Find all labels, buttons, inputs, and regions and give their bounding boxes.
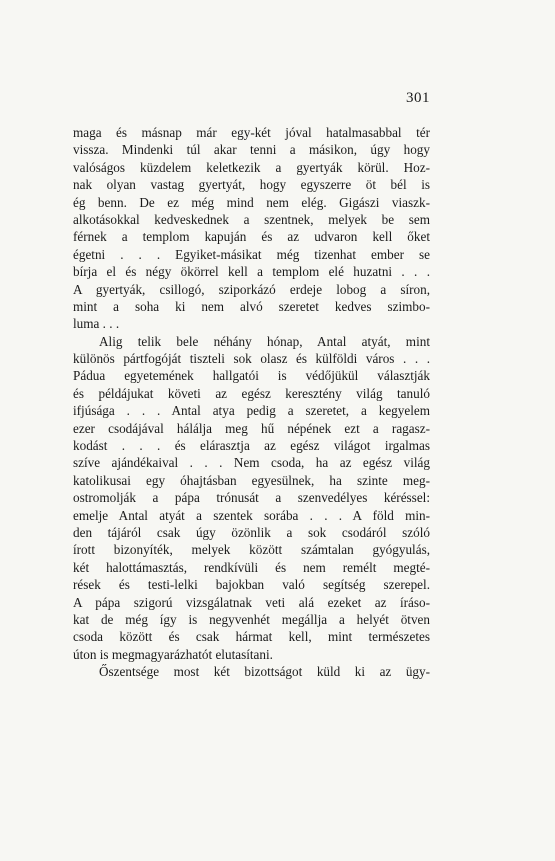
text-line: katolikusai egy óhajtásban egyesülnek, ha szinte meg- xyxy=(73,472,430,488)
text-line: csoda között és csak hármat kell, mint természetes xyxy=(73,629,430,645)
text-line: emelje Antal atyát a szentek sorába . . . A föld min- xyxy=(73,507,430,523)
text-line: Pádua egyetemének hallgatói is védőjükül választják xyxy=(73,368,430,384)
text-line: Alig telik bele néhány hónap, Antal atyát, mint xyxy=(99,333,430,349)
text-line: két halottámasztás, rendkívüli és nem remélt megté- xyxy=(73,559,430,575)
text-line: mint a soha ki nem alvó szeretet kedves szimbo- xyxy=(73,298,430,314)
text-line: maga és másnap már egy-két jóval hatalmasabbal tér xyxy=(73,125,430,140)
body-text xyxy=(73,124,430,681)
text-line: úton is megmagyarázhatót elutasítani. xyxy=(73,646,273,662)
text-line: kat de még így is negyvenhét megállja a helyét ötven xyxy=(73,611,430,627)
text-line: szíve ajándékaival . . . Nem csoda, ha az egész világ xyxy=(73,455,430,471)
paragraph xyxy=(73,663,430,680)
text-line: A gyertyák, csillogó, sziporkázó erdeje lobog a síron, xyxy=(73,281,430,297)
text-line: kodást . . . és elárasztja az egész világot irgalmas xyxy=(73,438,430,454)
text-line: és példájukat követi az egész keresztény világ tanuló xyxy=(73,385,430,401)
text-line: luma . . . xyxy=(73,316,120,332)
text-line: nak olyan vastag gyertyát, hogy egyszerre öt bél is xyxy=(73,177,430,193)
text-line: ezer csodájával hálálja meg hű népének ezt a ragasz- xyxy=(73,420,430,436)
text-line: A pápa szigorú vizsgálatnak veti alá ezeket az íráso- xyxy=(73,594,430,610)
text-line: Őszentsége most két bizottságot küld ki az ügy- xyxy=(99,664,430,680)
text-line: valóságos küzdelem keletkezik a gyertyák körül. Hoz- xyxy=(73,159,430,175)
text-line: den tájáról csak úgy özönlik a sok csodáról szóló xyxy=(73,524,430,540)
text-line: ifjúsága . . . Antal atya pedig a szeretet, a kegyelem xyxy=(73,403,430,419)
paragraph xyxy=(73,124,430,333)
text-line: ég benn. De ez még mind nem elég. Gigászi viaszk- xyxy=(73,194,430,210)
text-line: férnek a templom kapuján és az udvaron kell őket xyxy=(73,229,430,245)
text-line: alkotásokkal kedveskednek a szentnek, melyek be sem xyxy=(73,211,430,227)
text-line: bírja el és négy ökörrel kell a templom elé huzatni . . . xyxy=(73,264,430,280)
text-line: égetni . . . Egyiket-másikat még tizenhat ember se xyxy=(73,246,430,262)
paragraph xyxy=(73,333,430,663)
text-line: vissza. Mindenki túl akar tenni a másikon, úgy hogy xyxy=(73,142,430,158)
text-line: ostromolják a pápa trónusát a szenvedélyes kéréssel: xyxy=(73,490,430,506)
page-number: 301 xyxy=(406,90,430,106)
text-line: különös pártfogóját tiszteli sok olasz és külföldi város . . . xyxy=(73,351,430,367)
text-line: rések és testi-lelki bajokban való segítség szerepel. xyxy=(73,577,430,593)
text-line: írott bizonyíték, melyek között számtalan gyógyulás, xyxy=(73,542,430,558)
